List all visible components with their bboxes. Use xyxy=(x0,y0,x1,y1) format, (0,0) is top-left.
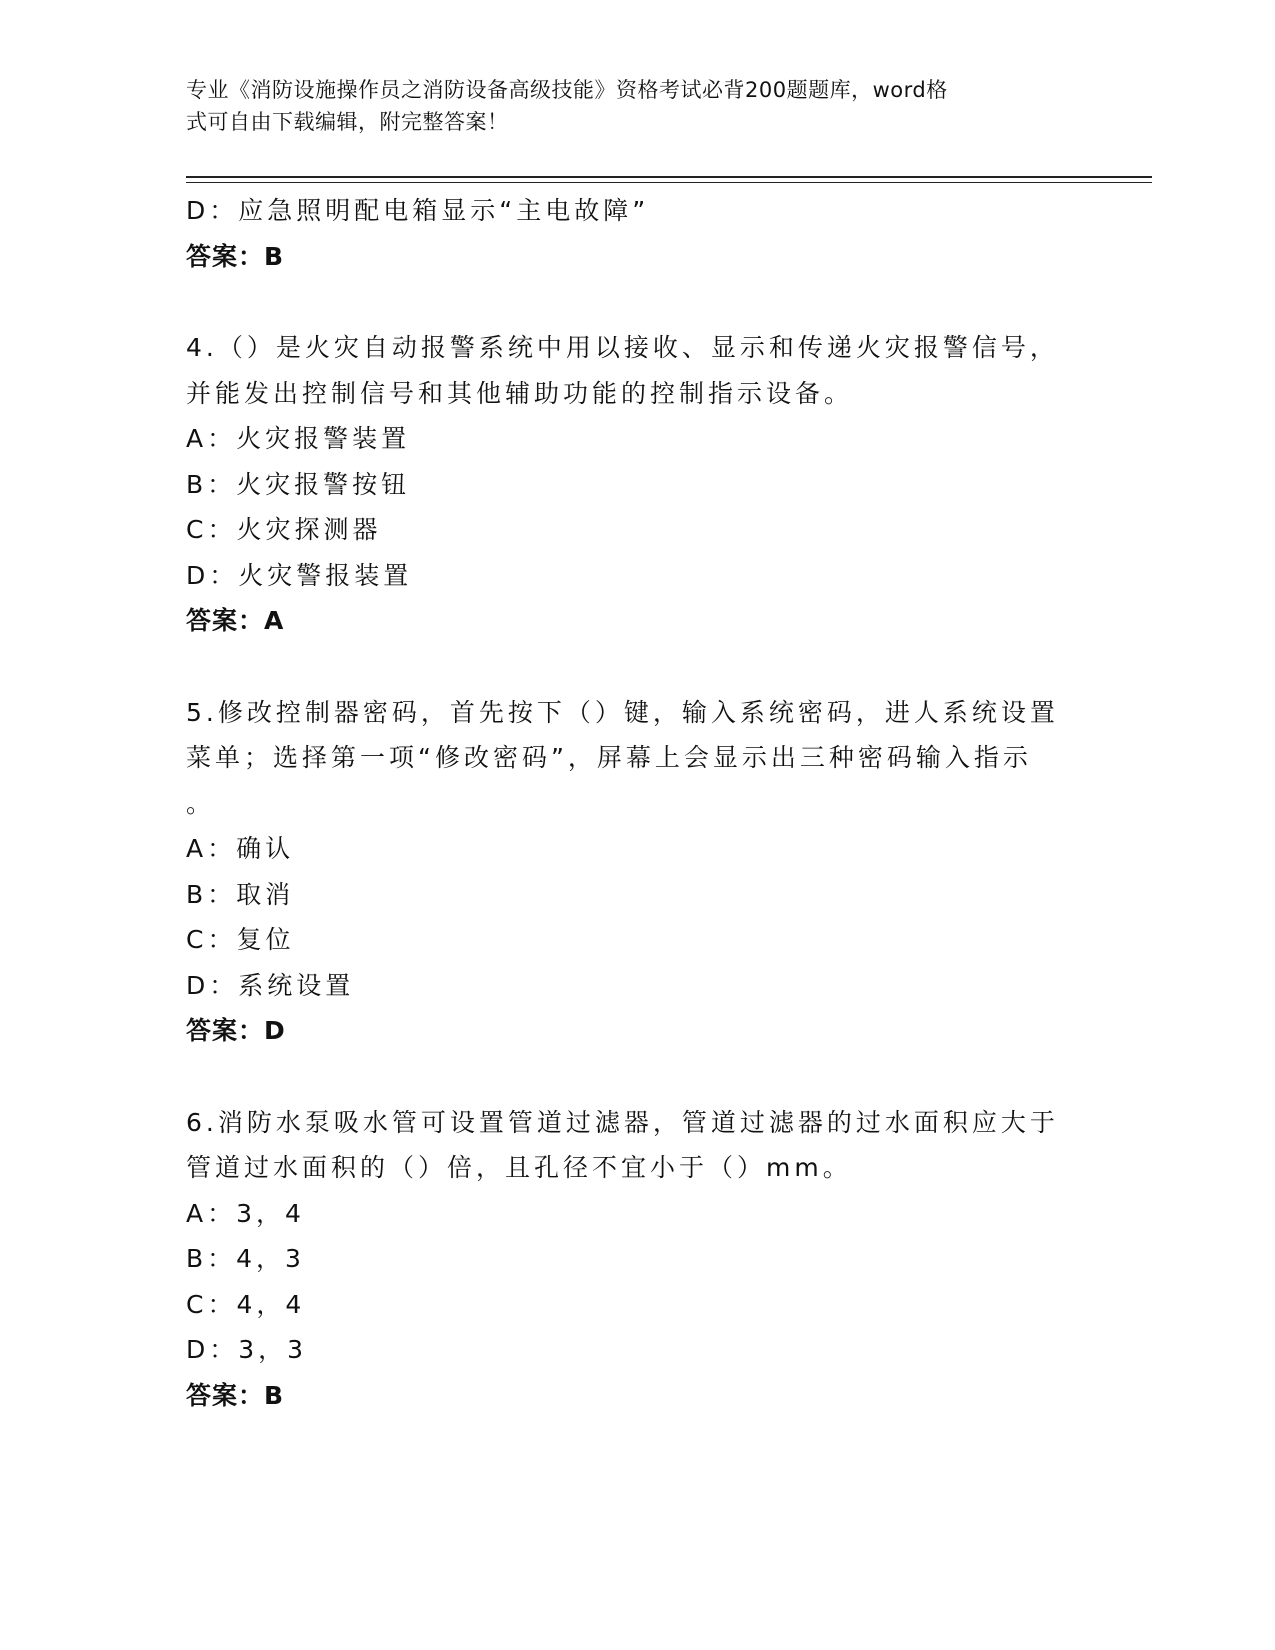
spacer xyxy=(186,279,1056,325)
header-divider-thin xyxy=(186,182,1152,183)
question-5-text-line-2: 菜单；选择第一项“修改密码”，屏幕上会显示出三种密码输入指示 xyxy=(186,743,1032,772)
question-5-answer: 答案：D xyxy=(186,1016,286,1045)
question-6-answer: 答案：B xyxy=(186,1380,285,1410)
question-4-text-line-1: 4.（）是火灾自动报警系统中用以接收、显示和传递火灾报警信号， xyxy=(186,333,1059,362)
question-6-option-d: D：3，3 xyxy=(186,1335,308,1364)
question-list xyxy=(186,188,1059,1418)
question-6-option-a: A：3，4 xyxy=(186,1198,305,1228)
spacer xyxy=(186,644,1056,690)
header-line-1: 专业《消防设施操作员之消防设备高级技能》资格考试必背200题题库，word格 xyxy=(186,78,948,102)
header-line-2: 式可自由下载编辑，附完整答案！ xyxy=(186,110,509,134)
question-5-option-a: A：确认 xyxy=(186,834,295,863)
question-6-text-line-1: 6.消防水泵吸水管可设置管道过滤器，管道过滤器的过水面积应大于 xyxy=(186,1107,1059,1137)
header-divider-thick xyxy=(186,176,1152,178)
question-4-option-d: D：火灾警报装置 xyxy=(186,560,413,590)
question-6 xyxy=(186,1100,1059,1419)
question-3-answer: 答案：B xyxy=(186,241,285,271)
question-5-option-d: D：系统设置 xyxy=(186,970,355,1000)
question-5 xyxy=(186,690,1059,1054)
question-4-text-line-2: 并能发出控制信号和其他辅助功能的控制指示设备。 xyxy=(186,378,854,408)
question-4-option-b: B：火灾报警按钮 xyxy=(186,469,411,499)
question-6-option-c: C：4，4 xyxy=(186,1289,306,1319)
question-5-option-c: C：复位 xyxy=(186,925,295,954)
question-5-text-line-1: 5.修改控制器密码，首先按下（）键，输入系统密码，进人系统设置 xyxy=(186,697,1059,727)
spacer xyxy=(186,1054,1056,1100)
question-5-text-line-3: 。 xyxy=(186,788,216,818)
question-4-option-c: C：火灾探测器 xyxy=(186,515,382,544)
question-6-text-line-2: 管道过水面积的（）倍，且孔径不宜小于（）mm。 xyxy=(186,1153,852,1182)
question-4 xyxy=(186,325,1059,644)
question-4-answer: 答案：A xyxy=(186,606,285,635)
question-3-tail xyxy=(186,188,1056,279)
question-4-option-a: A：火灾报警装置 xyxy=(186,424,411,453)
document-header xyxy=(186,74,1066,138)
question-5-option-b: B：取消 xyxy=(186,879,295,909)
question-3-option-d: D：应急照明配电箱显示“主电故障” xyxy=(186,196,650,225)
question-6-option-b: B：4，3 xyxy=(186,1244,305,1273)
